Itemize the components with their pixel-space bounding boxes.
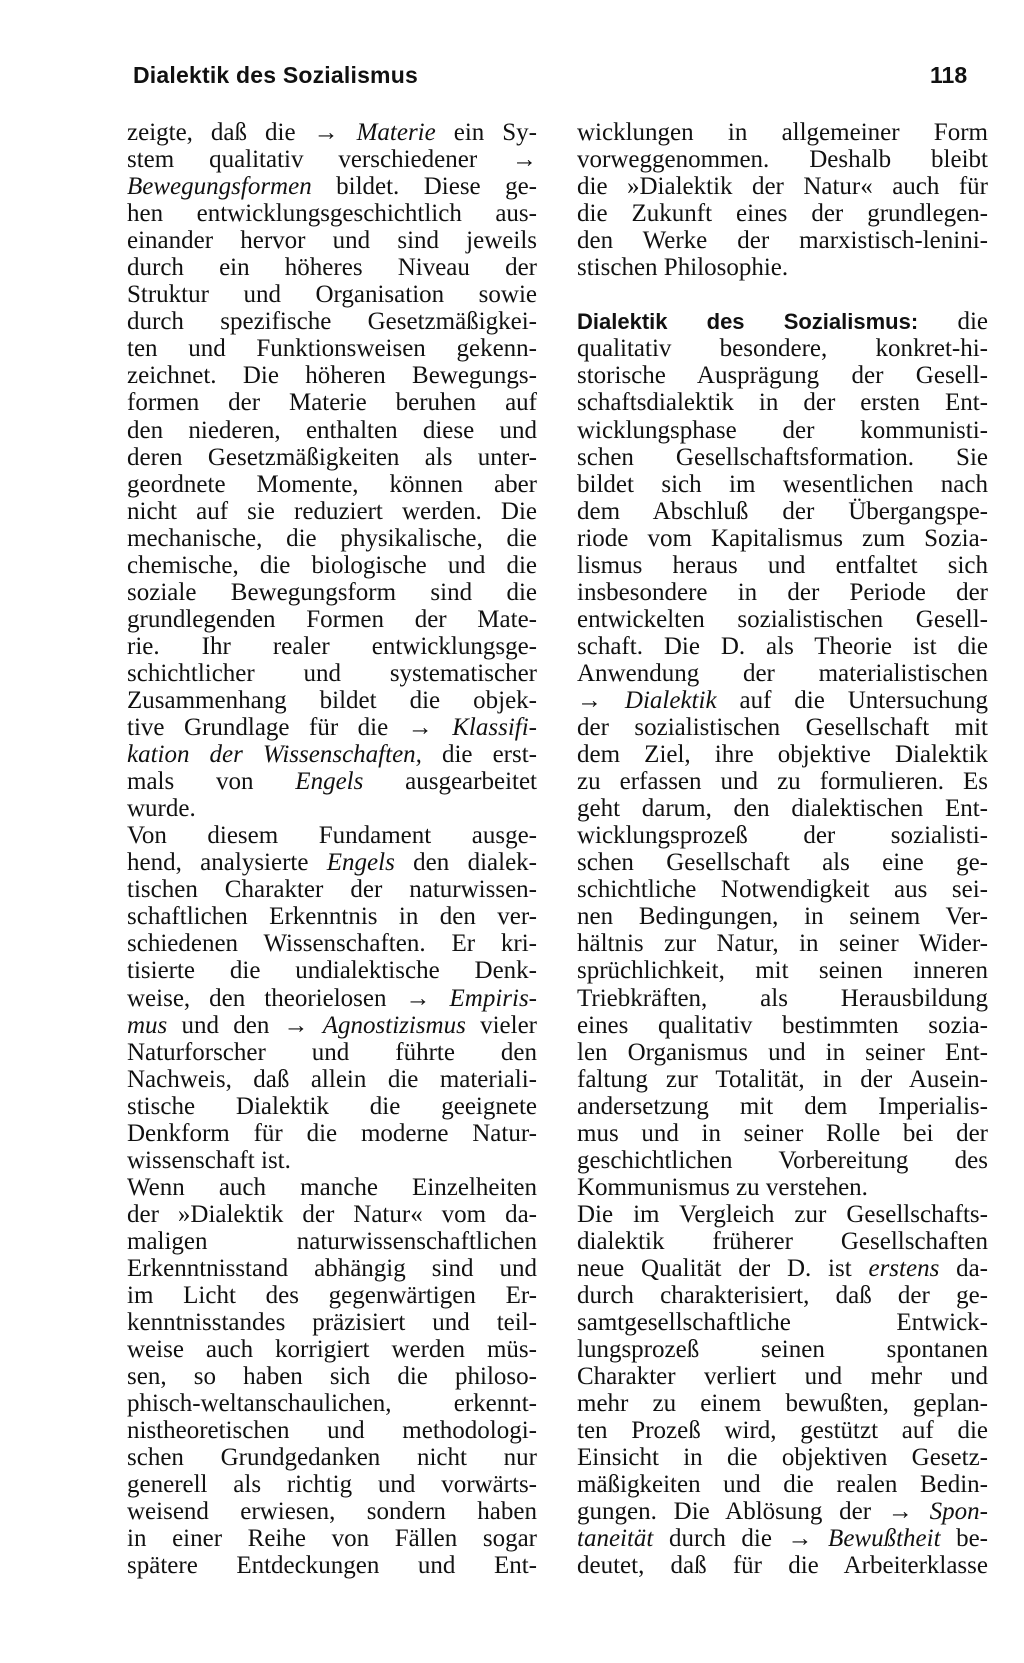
text-line — [127, 633, 537, 660]
text-run: riode vom Kapitalismus zum Sozia- — [577, 524, 988, 552]
text-line — [127, 606, 537, 633]
text-line — [577, 1228, 988, 1255]
text-run: den Werke der marxistisch-lenini- — [577, 227, 988, 255]
text-run: Einsicht in die objektiven Gesetz- — [577, 1444, 988, 1472]
text-line — [577, 606, 988, 633]
text-line — [577, 308, 988, 335]
text-line — [577, 579, 988, 606]
text-line — [127, 1093, 537, 1120]
text-run: Triebkräften, als Herausbildung — [577, 984, 988, 1012]
text-line — [127, 687, 537, 714]
text-run: samtgesellschaftliche Entwick- — [577, 1309, 988, 1337]
text-line — [577, 1066, 988, 1093]
text-run: die — [918, 308, 988, 336]
text-run: Denkform für die moderne Natur- — [127, 1119, 537, 1147]
text-line — [127, 903, 537, 930]
text-run: einander hervor und sind jeweils — [127, 227, 537, 255]
text-run: wissenschaft ist. — [127, 1146, 291, 1174]
text-line — [577, 1444, 988, 1471]
text-run: tisierte die undialektische Denk- — [127, 957, 537, 985]
text-run: der sozialistischen Gesellschaft mit — [577, 714, 988, 742]
text-run: entwickelten sozialistischen Gesell- — [577, 605, 988, 633]
text-line — [577, 768, 988, 795]
text-run: vieler — [465, 1011, 537, 1039]
italic-term: erstens — [868, 1254, 940, 1282]
text-line — [127, 876, 537, 903]
text-line — [577, 200, 988, 227]
text-run: formen der Materie beruhen auf — [127, 389, 537, 417]
text-run: da- — [939, 1254, 988, 1282]
text-run: stem qualitativ verschiedener → — [127, 146, 537, 174]
text-line — [127, 471, 537, 498]
text-run: geordnete Momente, können aber — [127, 470, 537, 498]
text-run: schen Gesellschaft als eine ge- — [577, 849, 988, 877]
text-run: lismus heraus und entfaltet sich — [577, 551, 988, 579]
text-line — [127, 768, 537, 795]
text-run: Die im Vergleich zur Gesellschafts- — [577, 1200, 988, 1228]
text-run: deutet, daß für die Arbeiterklasse — [577, 1552, 988, 1580]
text-run: schen Gesellschaftsformation. Sie — [577, 443, 988, 471]
text-run: schaftsdialektik in der ersten Ent- — [577, 389, 988, 417]
text-run: → — [577, 686, 625, 714]
text-line — [127, 930, 537, 957]
text-run: in einer Reihe von Fällen sogar — [127, 1525, 537, 1553]
text-line — [127, 1066, 537, 1093]
text-line — [127, 200, 537, 227]
text-column-left — [127, 119, 537, 1580]
text-run: spätere Entdeckungen und Ent- — [127, 1552, 537, 1580]
text-line — [577, 1174, 988, 1201]
text-run: zeigte, daß die → — [127, 119, 357, 146]
text-line — [127, 1174, 537, 1201]
text-run: nistheoretischen und methodologi- — [127, 1417, 537, 1445]
text-line — [577, 227, 988, 254]
text-line — [127, 1498, 537, 1525]
text-line — [577, 1471, 988, 1498]
running-title: Dialektik des Sozialismus — [133, 62, 418, 88]
text-line — [577, 714, 988, 741]
text-line — [127, 741, 537, 768]
text-run: nen Bedingungen, in seinem Ver- — [577, 903, 988, 931]
text-line — [127, 173, 537, 200]
text-run: bildet. Diese ge- — [311, 173, 537, 201]
text-line — [127, 1228, 537, 1255]
text-run: maligen naturwissenschaftlichen — [127, 1227, 537, 1255]
text-line — [577, 362, 988, 389]
text-run: durch die → — [653, 1525, 829, 1553]
text-run: Naturforscher und führte den — [127, 1038, 537, 1066]
text-run: wicklungen in allgemeiner Form — [577, 119, 988, 146]
text-run: stischen Philosophie. — [577, 254, 789, 282]
text-run: schichtliche Notwendigkeit aus sei- — [577, 876, 988, 904]
entry-headword: Dialektik des Sozialismus: — [577, 309, 919, 335]
text-run: len Organismus und in seiner Ent- — [577, 1038, 988, 1066]
text-line — [577, 389, 988, 416]
text-line — [577, 444, 988, 471]
text-run: schaftlichen Erkenntnis in den ver- — [127, 903, 537, 931]
text-run: sprüchlichkeit, mit seinen inneren — [577, 957, 988, 985]
text-run: mäßigkeiten und die realen Bedin- — [577, 1471, 988, 1499]
text-run: Erkenntnisstand abhängig sind und — [127, 1254, 537, 1282]
text-line — [577, 660, 988, 687]
italic-term: Engels — [326, 849, 395, 877]
text-line — [577, 1039, 988, 1066]
text-line — [127, 146, 537, 173]
text-line — [577, 335, 988, 362]
text-run: die Zukunft eines der grundlegen- — [577, 200, 988, 228]
text-run: storische Ausprägung der Gesell- — [577, 362, 988, 390]
text-run: ein Sy- — [435, 119, 537, 146]
text-line — [127, 417, 537, 444]
text-line — [577, 903, 988, 930]
text-line — [127, 1417, 537, 1444]
text-run: dialektik früherer Gesellschaften — [577, 1227, 988, 1255]
text-line — [577, 930, 988, 957]
text-run: wurde. — [127, 795, 196, 823]
text-line — [577, 254, 988, 281]
text-run: durch spezifische Gesetzmäßigkei- — [127, 308, 537, 336]
text-line — [577, 498, 988, 525]
text-run: bildet sich im wesentlichen nach — [577, 470, 988, 498]
text-run: Von diesem Fundament ausge- — [127, 822, 537, 850]
text-run: grundlegenden Formen der Mate- — [127, 605, 537, 633]
text-run: Zusammenhang bildet die objek- — [127, 686, 537, 714]
text-run: stische Dialektik die geeignete — [127, 1092, 537, 1120]
text-run: weise auch korrigiert werden müs- — [127, 1336, 537, 1364]
text-run: Wenn auch manche Einzelheiten — [127, 1173, 537, 1201]
text-run: wicklungsphase der kommunisti- — [577, 416, 988, 444]
text-line — [127, 1525, 537, 1552]
italic-term: Bewußtheit — [828, 1525, 941, 1553]
text-line — [127, 1282, 537, 1309]
text-run: soziale Bewegungsform sind die — [127, 578, 537, 606]
text-run: zu erfassen und zu formulieren. Es — [577, 768, 988, 796]
text-run: andersetzung mit dem Imperialis- — [577, 1092, 988, 1120]
paragraph-gap — [577, 281, 988, 308]
text-line — [577, 1417, 988, 1444]
text-line — [577, 525, 988, 552]
text-line — [577, 1552, 988, 1579]
text-line — [577, 146, 988, 173]
text-run: dem Abschluß der Übergangspe- — [577, 497, 988, 525]
text-line — [577, 1336, 988, 1363]
text-run: wicklungsprozeß der sozialisti- — [577, 822, 988, 850]
text-line — [127, 525, 537, 552]
text-line — [577, 741, 988, 768]
text-run: durch charakterisiert, daß der ge- — [577, 1282, 988, 1310]
text-line — [127, 1201, 537, 1228]
text-run: weisend erwiesen, sondern haben — [127, 1498, 537, 1526]
text-run: tive Grundlage für die → — [127, 714, 453, 742]
italic-term: mus — [127, 1011, 168, 1039]
text-run: Struktur und Organisation sowie — [127, 281, 537, 309]
text-line — [127, 444, 537, 471]
text-line — [127, 1336, 537, 1363]
text-run: insbesondere in der Periode der — [577, 578, 988, 606]
text-line — [577, 1147, 988, 1174]
text-line — [127, 1039, 537, 1066]
text-run: ten und Funktionsweisen gekenn- — [127, 335, 537, 363]
text-run: hend, analysierte — [127, 849, 327, 877]
text-line — [577, 1282, 988, 1309]
italic-term: taneität — [577, 1525, 654, 1553]
text-line — [127, 714, 537, 741]
text-run: die erst- — [421, 741, 538, 769]
text-line — [127, 227, 537, 254]
text-run: Charakter verliert und mehr und — [577, 1363, 988, 1391]
italic-term: Empiris- — [449, 984, 537, 1012]
text-line — [577, 876, 988, 903]
italic-term: Agnostizismus — [322, 1011, 466, 1039]
text-line — [577, 1309, 988, 1336]
text-line — [577, 822, 988, 849]
text-line — [127, 1390, 537, 1417]
text-line — [127, 1471, 537, 1498]
text-line — [577, 1363, 988, 1390]
text-line — [577, 552, 988, 579]
italic-term: Dialektik — [624, 686, 717, 714]
text-line — [127, 308, 537, 335]
text-line — [577, 957, 988, 984]
text-line — [577, 985, 988, 1012]
italic-term: Materie — [356, 119, 436, 146]
text-run: mus und in seiner Rolle bei der — [577, 1119, 988, 1147]
text-line — [127, 1120, 537, 1147]
text-line — [127, 822, 537, 849]
text-line — [127, 254, 537, 281]
text-line — [577, 1093, 988, 1120]
text-line — [127, 660, 537, 687]
text-run: im Licht des gegenwärtigen Er- — [127, 1282, 537, 1310]
italic-term: Spon- — [929, 1498, 988, 1526]
text-run: kenntnisstandes präzisiert und teil- — [127, 1309, 537, 1337]
text-run: mehr zu einem bewußten, geplan- — [577, 1390, 988, 1418]
text-run: eines qualitativ bestimmten sozia- — [577, 1011, 988, 1039]
text-line — [577, 119, 988, 146]
text-run: den dialek- — [394, 849, 537, 877]
text-run: faltung zur Totalität, in der Ausein- — [577, 1065, 988, 1093]
text-line — [577, 417, 988, 444]
text-line — [127, 957, 537, 984]
text-run: tischen Charakter der naturwissen- — [127, 876, 537, 904]
text-run: dem Ziel, ihre objektive Dialektik — [577, 741, 988, 769]
text-column-right — [577, 119, 988, 1580]
text-line — [577, 1201, 988, 1228]
text-line — [127, 1309, 537, 1336]
text-run: und den → — [167, 1011, 323, 1039]
text-line — [577, 1012, 988, 1039]
text-line — [577, 849, 988, 876]
text-run: rie. Ihr realer entwicklungsge- — [127, 632, 537, 660]
text-run: schen Grundgedanken nicht nur — [127, 1444, 537, 1472]
text-line — [127, 1444, 537, 1471]
text-run: ausgearbeitet — [363, 768, 538, 796]
text-run: be- — [940, 1525, 988, 1553]
italic-term: Klassifi- — [452, 714, 537, 742]
text-run: auf die Untersuchung — [716, 686, 989, 714]
text-run: hältnis zur Natur, in seiner Wider- — [577, 930, 988, 958]
text-line — [127, 552, 537, 579]
text-run: gungen. Die Ablösung der → — [577, 1498, 930, 1526]
text-line — [127, 335, 537, 362]
italic-term: Bewegungsformen — [127, 173, 312, 201]
text-line — [127, 281, 537, 308]
text-run: ten Prozeß wird, gestützt auf die — [577, 1417, 988, 1445]
text-run: vorweggenommen. Deshalb bleibt — [577, 146, 988, 174]
text-run: Nachweis, daß allein die materiali- — [127, 1065, 537, 1093]
text-line — [127, 119, 537, 146]
text-run: mals von — [127, 768, 296, 796]
text-line — [127, 389, 537, 416]
text-line — [577, 1390, 988, 1417]
text-run: sen, so haben sich die philoso- — [127, 1363, 537, 1391]
text-run: Anwendung der materialistischen — [577, 659, 988, 687]
text-run: nicht auf sie reduziert werden. Die — [127, 497, 537, 525]
text-run: generell als richtig und vorwärts- — [127, 1471, 537, 1499]
italic-term: Engels — [295, 768, 364, 796]
text-line — [127, 985, 537, 1012]
text-line — [127, 1363, 537, 1390]
text-run: die »Dialektik der Natur« auch für — [577, 173, 988, 201]
text-run: schiedenen Wissenschaften. Er kri- — [127, 930, 537, 958]
text-run: den niederen, enthalten diese und — [127, 416, 537, 444]
text-run: durch ein höheres Niveau der — [127, 254, 537, 282]
text-run: mechanische, die physikalische, die — [127, 524, 537, 552]
text-run: geht darum, den dialektischen Ent- — [577, 795, 988, 823]
text-run: phisch-weltanschaulichen, erkennt- — [127, 1390, 537, 1418]
text-line — [127, 579, 537, 606]
text-run: der »Dialektik der Natur« vom da- — [127, 1200, 537, 1228]
text-line — [577, 1255, 988, 1282]
text-run: Kommunismus zu verstehen. — [577, 1173, 868, 1201]
text-line — [127, 849, 537, 876]
page-number: 118 — [930, 62, 968, 88]
text-line — [127, 1147, 537, 1174]
text-line — [577, 173, 988, 200]
text-line — [127, 1552, 537, 1579]
text-line — [127, 1012, 537, 1039]
text-line — [577, 633, 988, 660]
text-run: schichtlicher und systematischer — [127, 659, 537, 687]
text-line — [577, 1525, 988, 1552]
text-run: qualitativ besondere, konkret-hi- — [577, 335, 988, 363]
text-run: geschichtlichen Vorbereitung des — [577, 1146, 988, 1174]
text-run: lungsprozeß seinen spontanen — [577, 1336, 988, 1364]
text-line — [577, 1498, 988, 1525]
text-run: neue Qualität der D. ist — [577, 1254, 869, 1282]
text-line — [127, 1255, 537, 1282]
text-line — [577, 1120, 988, 1147]
text-line — [577, 795, 988, 822]
text-run: hen entwicklungsgeschichtlich aus- — [127, 200, 537, 228]
text-line — [577, 471, 988, 498]
text-line — [577, 687, 988, 714]
italic-term: kation der Wissenschaften, — [127, 741, 422, 769]
text-run: schaft. Die D. als Theorie ist die — [577, 632, 988, 660]
text-run: zeichnet. Die höheren Bewegungs- — [127, 362, 537, 390]
text-line — [127, 795, 537, 822]
text-run: chemische, die biologische und die — [127, 551, 537, 579]
text-line — [127, 498, 537, 525]
text-run: weise, den theorielosen → — [127, 984, 450, 1012]
text-line — [127, 362, 537, 389]
text-run: deren Gesetzmäßigkeiten als unter- — [127, 443, 537, 471]
